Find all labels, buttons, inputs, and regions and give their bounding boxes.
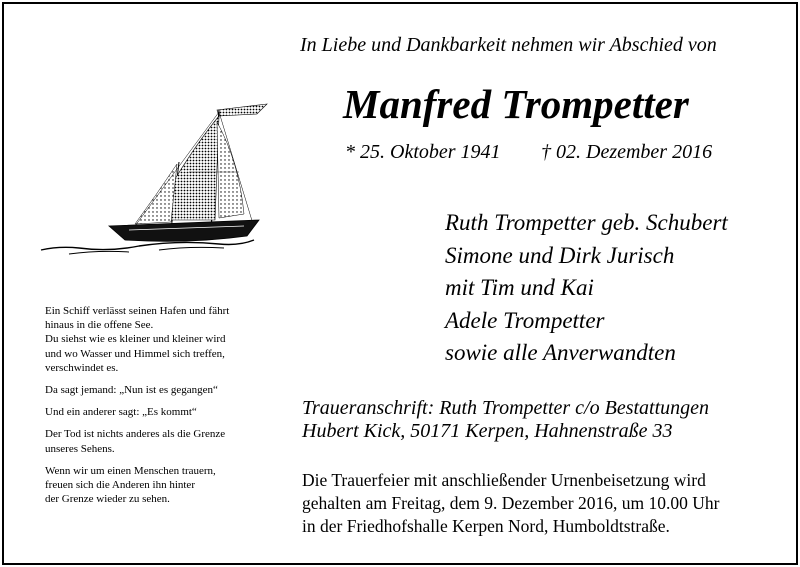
poem-stanza: [45, 405, 229, 419]
family-list: [445, 207, 728, 370]
service-line: gehalten am Freitag, dem 9. Dezember 2016, um 10.00 Uhr: [302, 493, 720, 513]
life-dates: [345, 141, 725, 164]
sailing-ship-icon: [39, 102, 279, 262]
poem-line: Und ein anderer sagt: „Es kommt“: [45, 406, 197, 419]
poem-line: hinaus in die offene See.: [45, 319, 154, 332]
mourning-address: [302, 397, 709, 443]
poem-stanza: [45, 304, 229, 375]
birth-date: * 25. Oktober 1941: [345, 141, 501, 163]
obituary-card: [2, 2, 798, 565]
deceased-name: Manfred Trompetter: [343, 81, 689, 127]
service-line: in der Friedhofshalle Kerpen Nord, Humboldtstraße.: [302, 516, 670, 536]
address-line: Traueranschrift: Ruth Trompetter c/o Bestattungen: [302, 397, 710, 419]
poem-stanza: [45, 464, 229, 507]
address-line: Hubert Kick, 50171 Kerpen, Hahnenstraße 33: [302, 420, 673, 442]
poem-line: verschwindet es.: [45, 361, 119, 374]
death-date: † 02. Dezember 2016: [541, 141, 713, 163]
poem-line: und wo Wasser und Himmel sich treffen,: [45, 347, 225, 360]
poem-line: Ein Schiff verlässt seinen Hafen und fährt: [45, 305, 230, 317]
poem-line: Da sagt jemand: „Nun ist es gegangen“: [45, 384, 218, 397]
intro-line: In Liebe und Dankbarkeit nehmen wir Abschied von: [300, 34, 717, 56]
poem-line: der Grenze wieder zu sehen.: [45, 493, 170, 506]
poem-stanza: [45, 427, 229, 455]
poem: [45, 304, 229, 514]
family-member: sowie alle Anverwandten: [445, 340, 676, 365]
poem-line: freuen sich die Anderen ihn hinter: [45, 479, 195, 492]
poem-line: unseres Sehens.: [45, 442, 115, 455]
family-member: Ruth Trompetter geb. Schubert: [445, 210, 728, 235]
poem-line: Du siehst wie es kleiner und kleiner wird: [45, 333, 226, 346]
poem-line: Der Tod ist nichts anderes als die Grenze: [45, 428, 226, 441]
poem-stanza: [45, 383, 229, 397]
family-member: mit Tim und Kai: [445, 275, 594, 300]
family-member: Simone und Dirk Jurisch: [445, 242, 675, 268]
poem-line: Wenn wir um einen Menschen trauern,: [45, 464, 216, 477]
service-line: Die Trauerfeier mit anschließender Urnenbeisetzung wird: [302, 470, 706, 490]
family-member: Adele Trompetter: [445, 307, 605, 333]
funeral-service-info: [302, 469, 719, 538]
